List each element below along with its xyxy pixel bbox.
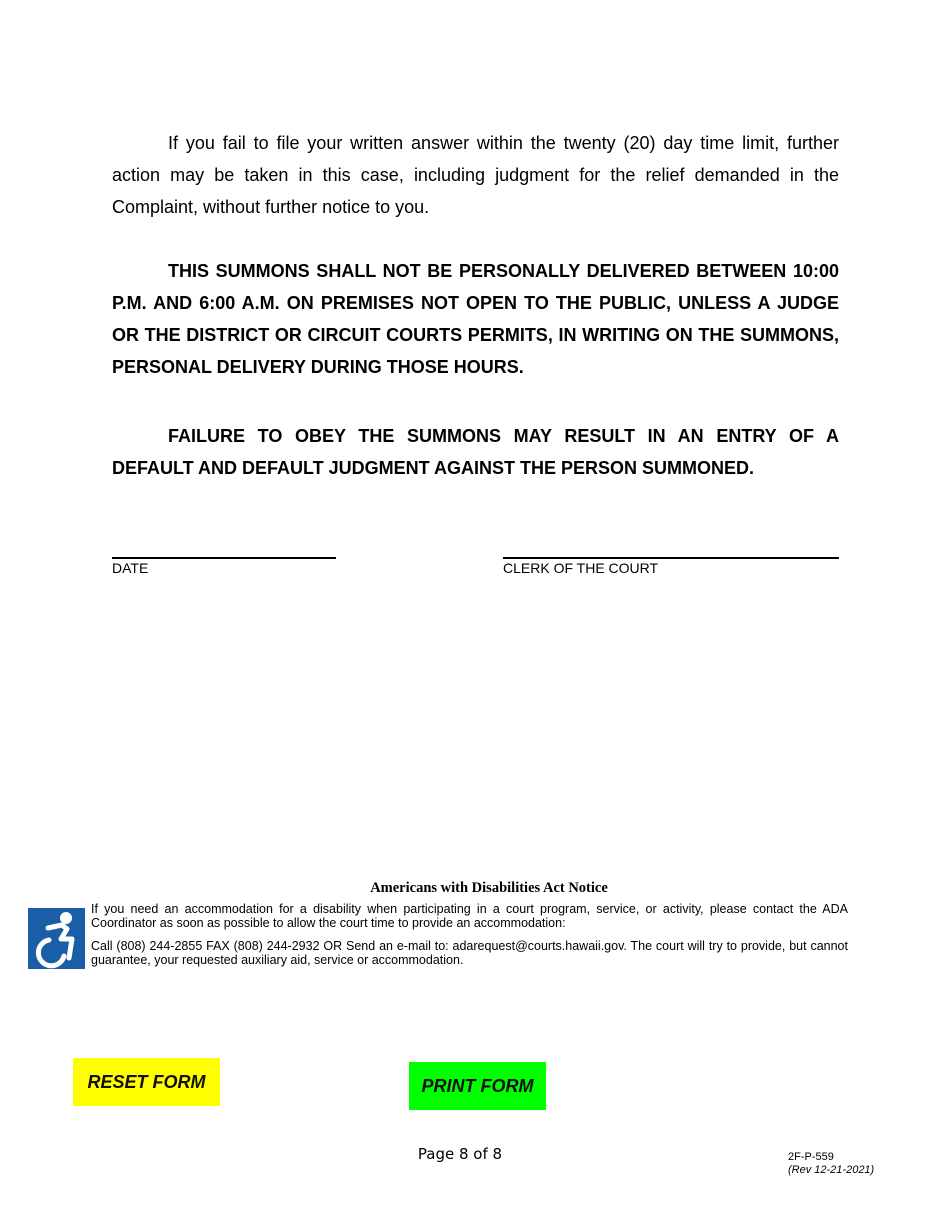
clerk-label: CLERK OF THE COURT	[503, 560, 659, 576]
clerk-signature-line	[503, 557, 839, 559]
reset-form-button[interactable]: RESET FORM	[73, 1058, 220, 1106]
accessibility-icon	[28, 908, 85, 969]
print-form-button[interactable]: PRINT FORM	[409, 1062, 546, 1110]
form-revision: (Rev 12-21-2021)	[788, 1164, 875, 1176]
paragraph-delivery-restriction: THIS SUMMONS SHALL NOT BE PERSONALLY DELIVERED BETWEEN 10:00 P.M. AND 6:00 A.M. ON PREMISES NOT OPEN TO THE PUBLIC, UNLESS A JUDGE OR THE DISTRICT OR CIRCUIT COURTS PERMITS, IN WRITING ON THE SUMMONS, PERSONAL DELIVERY DURING THOSE HOURS.	[112, 261, 839, 377]
paragraph-failure-warning: FAILURE TO OBEY THE SUMMONS MAY RESULT IN AN ENTRY OF A DEFAULT AND DEFAULT JUDGMENT AGAINST THE PERSON SUMMONED.	[112, 426, 839, 478]
form-code: 2F-P-559	[788, 1151, 834, 1163]
page-number: Page 8 of 8	[417, 1145, 503, 1163]
ada-notice-text: If you need an accommodation for a disability when participating in a court program, service, or activity, please contact the ADA Coordinator as soon as possible to allow the court time to provide an accommodation:	[91, 902, 848, 930]
ada-contact-text: Call (808) 244-2855 FAX (808) 244-2932 OR Send an e-mail to: adarequest@courts.hawaii.gov. The court will try to provide, but cannot guarantee, your requested auxiliary aid, service or accommodation.	[91, 939, 848, 967]
ada-notice-title: Americans with Disabilities Act Notice	[370, 880, 608, 896]
paragraph-answer-deadline: If you fail to file your written answer within the twenty (20) day time limit, further action may be taken in this case, including judgment for the relief demanded in the Complaint, without further notice to you.	[112, 133, 839, 217]
date-label: DATE	[112, 560, 149, 576]
date-signature-line	[112, 557, 336, 559]
